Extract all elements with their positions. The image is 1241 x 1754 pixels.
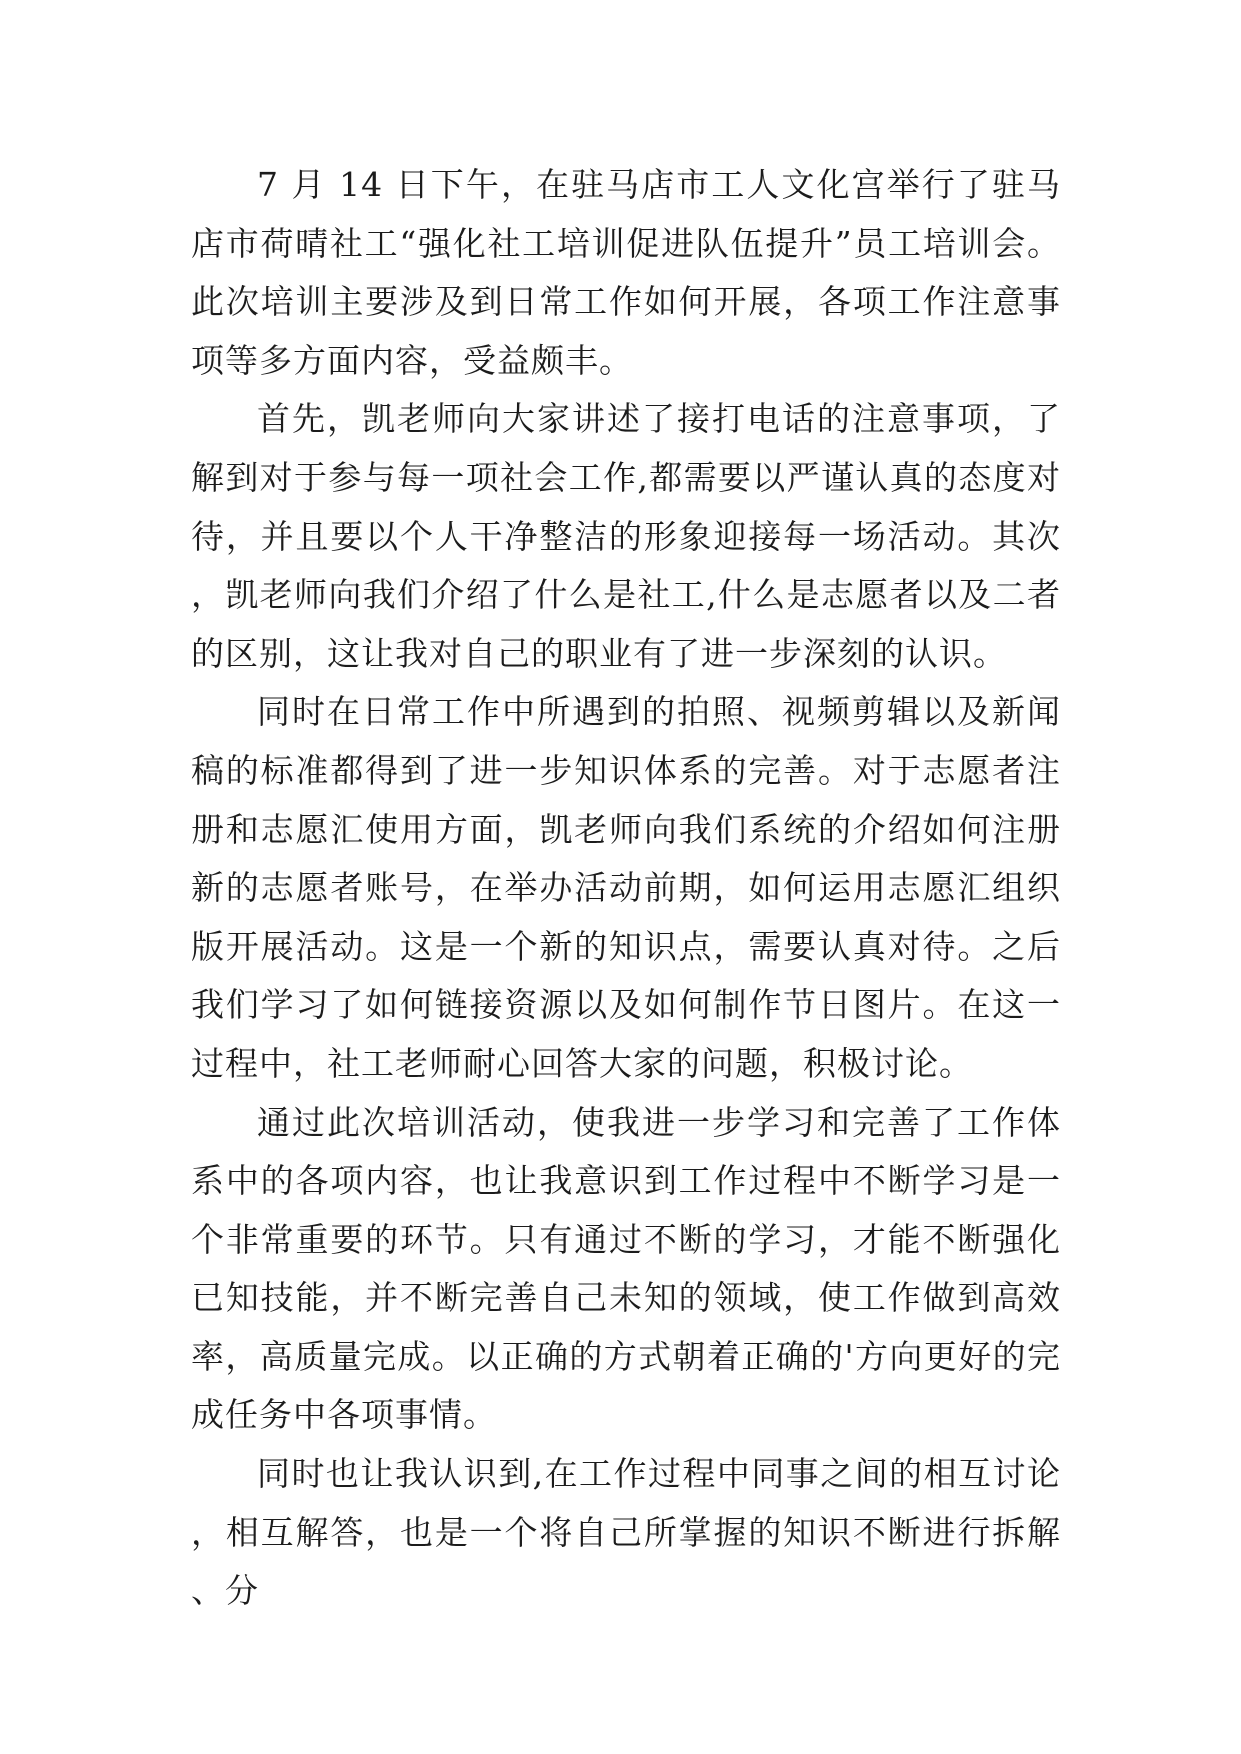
paragraph-2: 首先，凯老师向大家讲述了接打电话的注意事项，了解到对于参与每一项社会工作,都需要以严谨认真的态度对待，并且要以个人干净整洁的形象迎接每一场活动。其次，凯老师向我们介绍了什么是社工,什么是志愿者以及二者的区别，这让我对自己的职业有了进一步深刻的认识。 bbox=[191, 399, 1061, 673]
paragraph-4: 通过此次培训活动，使我进一步学习和完善了工作体系中的各项内容，也让我意识到工作过程中不断学习是一个非常重要的环节。只有通过不断的学习，才能不断强化已知技能，并不断完善自己未知的领域，使工作做到高效率，高质量完成。以正确的方式朝着正确的'方向更好的完成任务中各项事情。 bbox=[191, 1102, 1061, 1435]
document-body bbox=[191, 156, 1061, 1621]
paragraph-3: 同时在日常工作中所遇到的拍照、视频剪辑以及新闻稿的标准都得到了进一步知识体系的完善。对于志愿者注册和志愿汇使用方面，凯老师向我们系统的介绍如何注册新的志愿者账号，在举办活动前期，如何运用志愿汇组织版开展活动。这是一个新的知识点，需要认真对待。之后我们学习了如何链接资源以及如何制作节日图片。在这一过程中，社工老师耐心回答大家的问题，积极讨论。 bbox=[191, 692, 1061, 1083]
paragraph-1: 7 月 14 日下午，在驻马店市工人文化宫举行了驻马店市荷晴社工“强化社工培训促进队伍提升”员工培训会。此次培训主要涉及到日常工作如何开展，各项工作注意事项等多方面内容，受益颇丰。 bbox=[191, 165, 1061, 380]
paragraph-5: 同时也让我认识到,在工作过程中同事之间的相互讨论，相互解答，也是一个将自己所掌握的知识不断进行拆解、分 bbox=[191, 1454, 1061, 1611]
